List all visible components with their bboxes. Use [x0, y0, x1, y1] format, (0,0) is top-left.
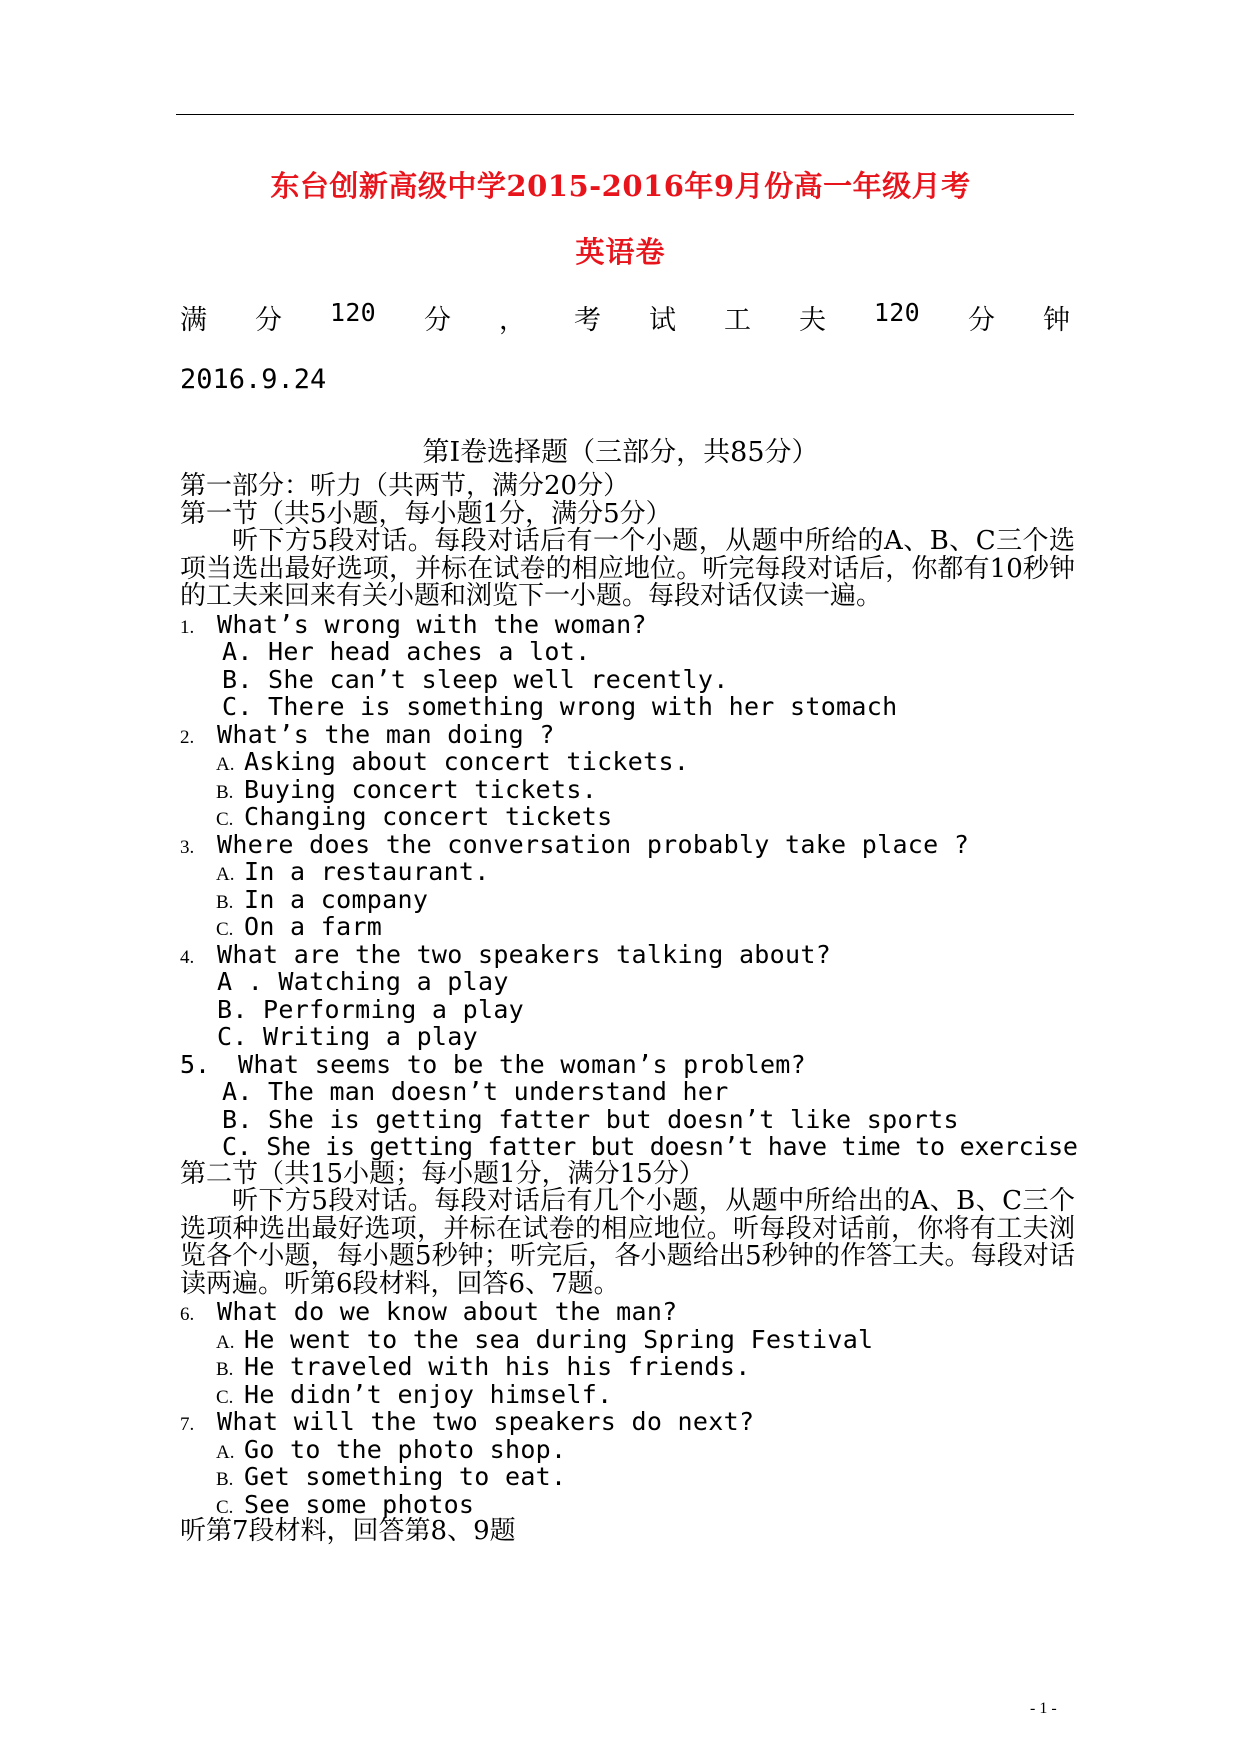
option-text: Buying concert tickets.: [244, 774, 598, 804]
score-word: 夫: [798, 305, 826, 336]
listening-part: [180, 471, 1078, 1546]
score-time-info: [180, 298, 1070, 337]
option-letter: C.: [216, 1386, 234, 1408]
score-word: 120: [329, 298, 377, 327]
question-3: [180, 831, 1075, 859]
option-text: A . Watching a play: [217, 967, 509, 996]
option: [180, 638, 1075, 666]
option-text: C. Writing a play: [217, 1022, 478, 1051]
option-letter: A.: [216, 1331, 235, 1353]
option-text: C. She is getting fatter but doesn’t have time to exercise: [222, 1132, 1078, 1161]
score-word: 钟: [1042, 305, 1070, 336]
question-6: [180, 1298, 1075, 1326]
question-number: 1.: [180, 616, 195, 638]
question-7: [180, 1408, 1075, 1436]
option-text: In a restaurant.: [244, 857, 490, 886]
score-word: ，: [499, 305, 526, 336]
question-number: 2.: [180, 726, 195, 748]
question-text: Where does the conversation probably take place ?: [217, 829, 970, 859]
option-letter: C.: [216, 809, 234, 830]
option: [180, 803, 1075, 831]
option-letter: B.: [216, 781, 234, 803]
option: [180, 968, 1075, 996]
option: [180, 666, 1075, 694]
page-number: - 1 -: [1030, 1700, 1057, 1717]
option-text: C. There is something wrong with her stomach: [222, 692, 898, 721]
option-text: A. The man doesn’t understand her: [222, 1077, 729, 1106]
question-number: 5.: [180, 1049, 211, 1079]
score-word: 分: [967, 305, 995, 336]
part-title: 第一部分：听力（共两节，满分20分）: [180, 471, 630, 501]
question-5: [180, 1051, 1075, 1079]
option-letter: A.: [216, 1441, 235, 1463]
section-1-title: 第一节（共5小题，每小题1分，满分5分）: [180, 498, 672, 529]
option-letter: B.: [216, 1469, 234, 1490]
option-text: In a company: [244, 884, 429, 914]
option-letter: A.: [216, 864, 235, 885]
score-word: 试: [648, 305, 676, 336]
section-2-instructions: 听下方5段对话。每段对话后有几个小题，从题中所给出的A、B、C三个选项种选出最好选项，并标在试卷的相应地位。听每段对话前，你将有工夫浏览各个小题，每小题5秒钟；听完后，各小题给出5秒钟的作答工夫。每段对话读两遍。听第6段材料，回答6、7题。: [180, 1186, 1075, 1299]
question-text: What’s the man doing ?: [217, 719, 555, 749]
score-word: 分: [254, 305, 282, 336]
option-text: See some photos: [244, 1489, 475, 1519]
option-text: A. Her head aches a lot.: [222, 637, 591, 666]
option: [180, 1463, 1075, 1491]
option-letter: B.: [216, 891, 234, 913]
option-text: He didn’t enjoy himself.: [244, 1379, 613, 1409]
option: [180, 996, 1075, 1024]
question-text: What are the two speakers talking about?: [217, 939, 832, 969]
section-2-title: 第二节（共15小题；每小题1分，满分15分）: [180, 1158, 705, 1189]
score-word: 120: [873, 298, 920, 327]
next-material-note: 听第7段材料，回答第8、9题: [180, 1516, 516, 1546]
question-number: 7.: [180, 1414, 195, 1435]
option: [180, 1132, 1078, 1161]
score-word: 工: [723, 305, 751, 336]
option: [180, 858, 1075, 886]
option: [180, 1436, 1075, 1464]
option-letter: A.: [216, 754, 235, 775]
option: [180, 748, 1075, 776]
question-number: 3.: [180, 836, 195, 858]
option: [180, 1023, 1075, 1051]
option: [180, 1078, 1075, 1106]
option-text: He traveled with his his friends.: [244, 1352, 751, 1381]
option: [180, 1353, 1075, 1381]
option: [180, 913, 1075, 941]
section-title: 第Ⅰ卷选择题（三部分，共85分）: [422, 437, 819, 468]
section-1-instructions: 听下方5段对话。每段对话后有一个小题，从题中所给的A、B、C三个选项当选出最好选项，并标在试卷的相应地位。听完每段对话后，你都有10秒钟的工夫来回来有关小题和浏览下一小题。每段对话仅读一遍。: [180, 526, 1075, 611]
question-text: What will the two speakers do next?: [217, 1407, 755, 1436]
option-text: He went to the sea during Spring Festival: [244, 1324, 874, 1354]
question-number: 6.: [180, 1304, 195, 1325]
option: [180, 886, 1075, 914]
option: [180, 1326, 1075, 1354]
score-word: 考: [573, 305, 601, 336]
option-text: Changing concert tickets: [244, 802, 613, 831]
option-letter: C.: [216, 1496, 234, 1518]
option-text: Get something to eat.: [244, 1462, 567, 1491]
option-text: On a farm: [244, 912, 383, 941]
option: [180, 776, 1075, 804]
option: [180, 693, 1075, 721]
score-word: 满: [180, 305, 207, 336]
question-2: [180, 721, 1075, 749]
question-text: What’s wrong with the woman?: [217, 609, 647, 639]
question-1: [180, 611, 1075, 639]
option: [180, 1106, 1075, 1134]
question-text: What seems to be the woman’s problem?: [238, 1049, 806, 1079]
exam-title: 东台创新高级中学2015-2016年9月份高一年级月考: [270, 169, 971, 203]
option: [180, 1381, 1075, 1409]
option-text: B. Performing a play: [217, 994, 525, 1024]
exam-date: 2016.9.24: [180, 364, 327, 395]
option-text: B. She is getting fatter but doesn’t like sports: [222, 1104, 959, 1134]
question-4: [180, 941, 1075, 969]
score-word: 分: [424, 305, 452, 336]
option-text: B. She can’t sleep well recently.: [222, 664, 729, 694]
exam-subtitle: 英语卷: [575, 235, 666, 269]
option-text: Asking about concert tickets.: [244, 747, 690, 776]
header-rule: [176, 114, 1074, 115]
option-letter: B.: [216, 1359, 234, 1380]
question-text: What do we know about the man?: [217, 1297, 678, 1326]
option: [180, 1491, 1075, 1519]
option-text: Go to the photo shop.: [244, 1434, 567, 1464]
option-letter: C.: [216, 919, 234, 940]
question-number: 4.: [180, 946, 195, 968]
